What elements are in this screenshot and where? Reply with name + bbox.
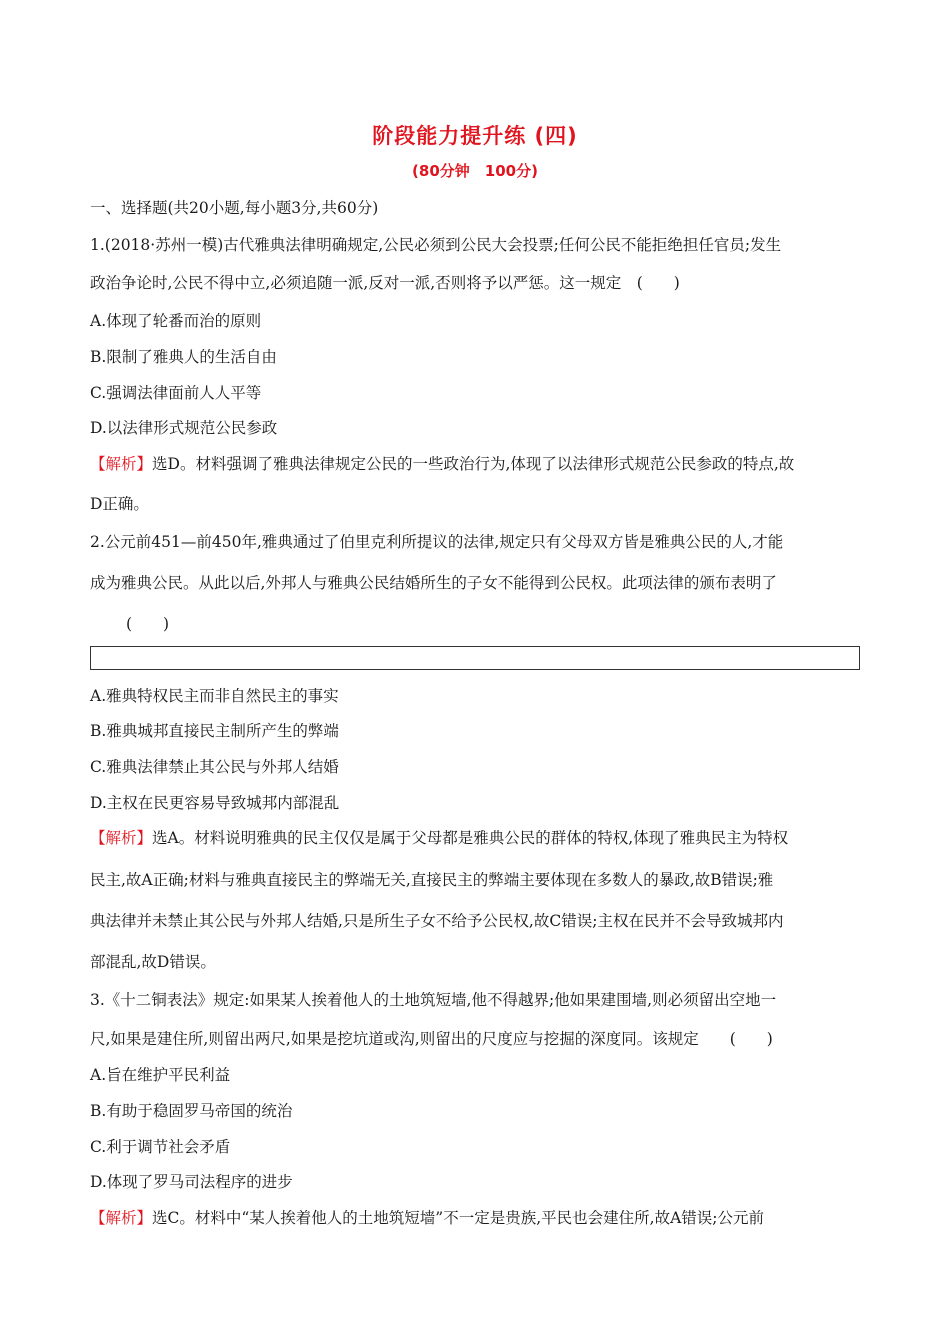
q3-stem-line1: 3.《十二铜表法》规定:如果某人挨着他人的土地筑短墙,他不得越界;他如果建围墙,则必须留出空地一 (90, 991, 777, 1009)
q1-option-d: D.以法律形式规范公民参政 (90, 419, 278, 437)
q3-option-a: A.旨在维护平民利益 (90, 1066, 231, 1084)
q1-stem-line1: 1.(2018·苏州一模)古代雅典法律明确规定,公民必须到公民大会投票;任何公民不能拒绝担任官员;发生 (90, 236, 782, 254)
q2-analysis-text: 选A。材料说明雅典的民主仅仅是属于父母都是雅典公民的群体的特权,体现了雅典民主为特权 (152, 829, 789, 847)
q1-option-c: C.强调法律面前人人平等 (90, 384, 262, 402)
q1-analysis-text: 选D。材料强调了雅典法律规定公民的一些政治行为,体现了以法律形式规范公民参政的特点,故 (152, 455, 795, 473)
section-header: 一、选择题(共20小题,每小题3分,共60分) (90, 199, 379, 217)
q2-analysis-line4: 部混乱,故D错误。 (90, 953, 216, 971)
q1-analysis-line1 (90, 452, 870, 474)
q1-analysis-line2: D正确。 (90, 495, 149, 513)
page-title: 阶段能力提升练 (四) (372, 124, 578, 148)
q2-stem-line3: ( ) (126, 615, 170, 633)
q2-stem-line1: 2.公元前451—前450年,雅典通过了伯里克利所提议的法律,规定只有父母双方皆是雅典公民的人,才能 (90, 533, 784, 551)
q1-stem-line2: 政治争论时,公民不得中立,必须追随一派,反对一派,否则将予以严惩。这一规定 ( ) (90, 274, 680, 292)
page-subtitle: (80分钟 100分) (412, 162, 538, 180)
q3-analysis-text: 选C。材料中“某人挨着他人的土地筑短墙”不一定是贵族,平民也会建住所,故A错误;公元前 (152, 1209, 764, 1227)
q3-analysis-line1 (90, 1206, 870, 1228)
q2-analysis-line2: 民主,故A正确;材料与雅典直接民主的弊端无关,直接民主的弊端主要体现在多数人的暴政,故B错误;雅 (90, 871, 774, 889)
q2-option-b: B.雅典城邦直接民主制所产生的弊端 (90, 722, 339, 740)
q2-analysis-line3: 典法律并未禁止其公民与外邦人结婚,只是所生子女不给予公民权,故C错误;主权在民并不会导致城邦内 (90, 912, 784, 930)
q3-option-b: B.有助于稳固罗马帝国的统治 (90, 1102, 293, 1120)
q2-option-c: C.雅典法律禁止其公民与外邦人结婚 (90, 758, 339, 776)
q1-option-b: B.限制了雅典人的生活自由 (90, 348, 277, 366)
analysis-tag: 【解析】 (90, 1209, 153, 1227)
q1-option-a: A.体现了轮番而治的原则 (90, 312, 262, 330)
q2-analysis-line1 (90, 826, 870, 848)
q3-option-d: D.体现了罗马司法程序的进步 (90, 1173, 293, 1191)
answer-box (90, 646, 860, 670)
analysis-tag: 【解析】 (90, 455, 153, 473)
q2-option-d: D.主权在民更容易导致城邦内部混乱 (90, 794, 340, 812)
q3-option-c: C.利于调节社会矛盾 (90, 1138, 231, 1156)
analysis-tag: 【解析】 (90, 829, 153, 847)
q2-stem-line2: 成为雅典公民。从此以后,外邦人与雅典公民结婚所生的子女不能得到公民权。此项法律的颁布表明了 (90, 574, 777, 592)
q3-stem-line2: 尺,如果是建住所,则留出两尺,如果是挖坑道或沟,则留出的尺度应与挖掘的深度同。该规定 ( ) (90, 1030, 773, 1048)
q2-option-a: A.雅典特权民主而非自然民主的事实 (90, 687, 339, 705)
